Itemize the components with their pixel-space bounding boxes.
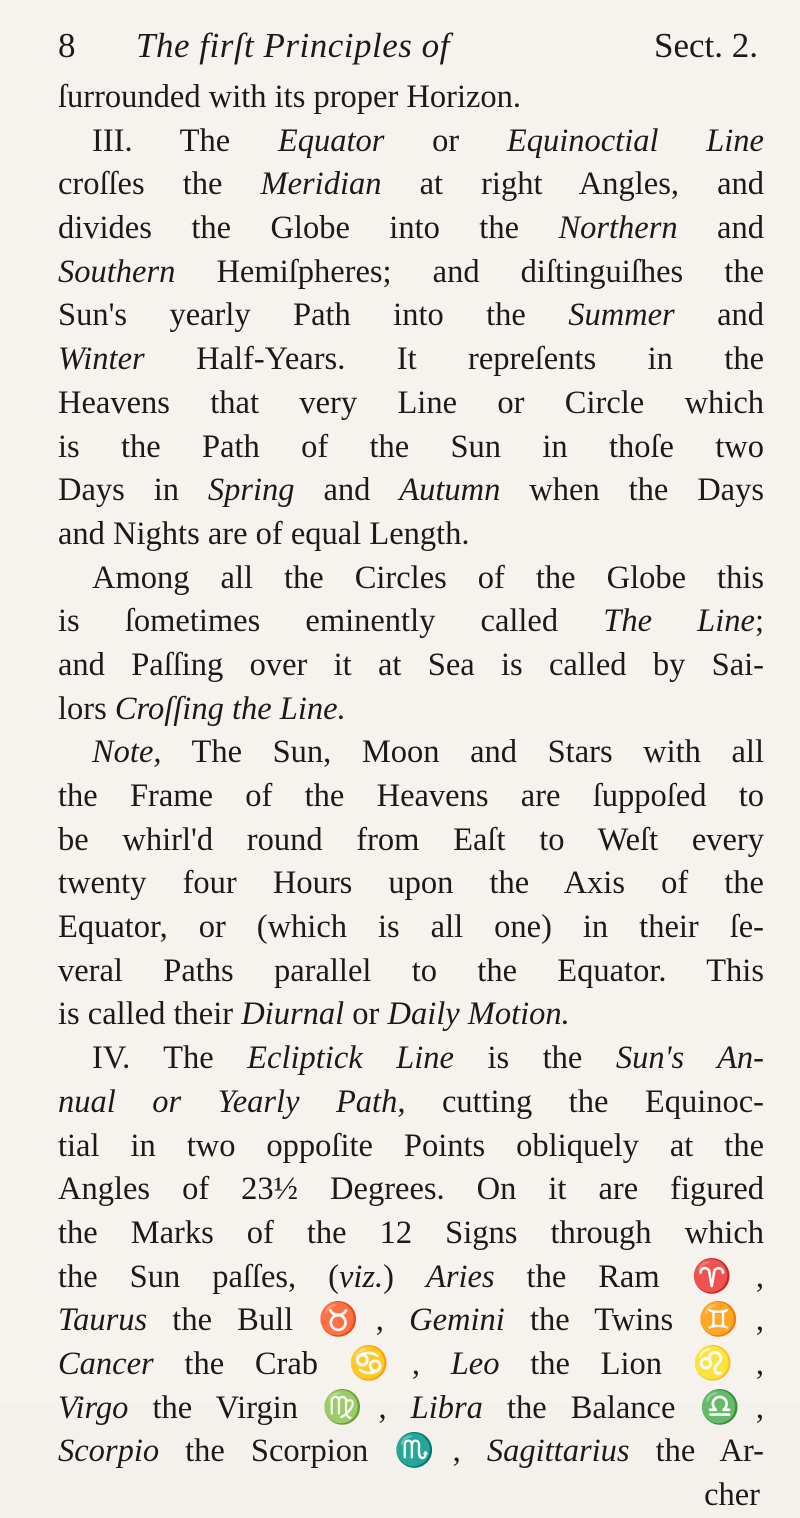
text-run: or (384, 122, 507, 159)
italic-text: Winter (58, 341, 145, 378)
text-line (58, 120, 764, 164)
text-line (58, 1387, 764, 1431)
italic-text: Note, (92, 734, 162, 771)
text-run: ) (383, 1258, 426, 1295)
text-run: is called their (58, 996, 242, 1033)
text-line (58, 76, 764, 120)
text-run: is ſometimes eminently called (58, 603, 604, 640)
text-line (58, 775, 764, 819)
text-run: the Marks of the 12 Signs through which (58, 1214, 764, 1251)
italic-text: viz. (338, 1258, 384, 1295)
text-run: the Ar- (629, 1433, 764, 1470)
italic-text: Equator (277, 122, 385, 159)
text-line (58, 1125, 764, 1169)
text-run: is the (453, 1040, 616, 1077)
text-run: veral Paths parallel to the Equator. This (58, 952, 764, 989)
text-line (58, 1037, 764, 1081)
text-line (58, 906, 764, 950)
text-run: and (674, 297, 764, 334)
text-run: cutting the Equinoc- (405, 1083, 764, 1120)
italic-text: Summer (568, 297, 675, 334)
italic-text: Meridian (260, 166, 382, 203)
catchword: cher (704, 1477, 760, 1513)
text-run: the Scorpion ♏, (159, 1433, 487, 1470)
italic-text: Autumn (399, 472, 501, 509)
running-title: The firſt Principles of (136, 26, 450, 65)
text-line (58, 513, 764, 557)
text-run: or (344, 996, 388, 1033)
text-run: twenty four Hours upon the Axis of the (58, 865, 764, 902)
italic-text: Scorpio (58, 1433, 160, 1470)
italic-text: Equinoctial Line (506, 122, 764, 159)
text-run: III. The (92, 122, 278, 159)
text-run: the Sun paſſes, ( (58, 1258, 339, 1295)
text-run: ; (754, 603, 764, 640)
text-line (58, 338, 764, 382)
text-line (58, 1256, 764, 1300)
italic-text: Taurus (58, 1302, 148, 1339)
text-line (58, 1081, 764, 1125)
text-line (58, 294, 764, 338)
italic-text: Leo (450, 1345, 500, 1382)
italic-text: Southern (58, 253, 176, 290)
text-run: the Twins ♊, (504, 1302, 764, 1339)
italic-text: nual or Yearly Path, (58, 1083, 406, 1120)
text-run: Sun's yearly Path into the (58, 297, 569, 334)
text-line (58, 1212, 764, 1256)
italic-text: Daily Motion. (387, 996, 570, 1033)
text-line (58, 644, 764, 688)
text-run: the Lion ♌, (499, 1345, 764, 1382)
text-line (58, 382, 764, 426)
italic-text: The Line (603, 603, 755, 640)
text-run: IV. The (92, 1040, 248, 1077)
text-line (58, 207, 764, 251)
text-line (58, 993, 764, 1037)
text-line (58, 163, 764, 207)
text-line (58, 950, 764, 994)
text-run: the Balance ♎, (482, 1389, 764, 1426)
text-run: at right Angles, and (381, 166, 764, 203)
text-run: Equator, or (which is all one) in their ſe- (58, 909, 764, 946)
italic-text: Virgo (58, 1389, 129, 1426)
text-run: the Frame of the Heavens are ſuppoſed to (58, 778, 764, 814)
text-line (58, 1430, 764, 1474)
text-run: The Sun, Moon and Stars with all (161, 734, 764, 771)
text-run: be whirl'd round from Eaſt to Weſt every (58, 821, 764, 858)
text-line (58, 1168, 764, 1212)
italic-text: Aries (425, 1258, 495, 1295)
text-line (58, 557, 764, 601)
text-run: when the Days (500, 472, 764, 509)
section-label: Sect. 2. (653, 26, 758, 65)
italic-text: Cancer (58, 1345, 154, 1382)
text-run: tial in two oppoſite Points obliquely at the (58, 1127, 764, 1164)
text-run: Half-Years. It repreſents in the (144, 341, 764, 378)
text-run: divides the Globe into the (58, 210, 559, 247)
text-run: and Nights are of equal Length. (58, 515, 470, 552)
italic-text: Northern (558, 210, 678, 247)
text-line (58, 469, 764, 513)
text-run: ſurrounded with its proper Horizon. (58, 79, 522, 115)
italic-text: Spring (207, 472, 295, 509)
text-run: croſſes the (58, 166, 261, 203)
text-line (58, 1299, 764, 1343)
text-run: and (677, 210, 764, 247)
text-run: Angles of 23½ Degrees. On it are figured (58, 1171, 764, 1208)
text-line (58, 688, 764, 732)
text-run: lors (58, 690, 115, 727)
text-line (58, 731, 764, 775)
running-header (58, 22, 758, 70)
text-line (58, 1343, 764, 1387)
text-run: Among all the Circles of the Globe this (92, 559, 764, 596)
text-line (58, 251, 764, 295)
text-line (58, 426, 764, 470)
italic-text: Croſſing the Line. (114, 690, 346, 727)
italic-text: Gemini (409, 1302, 505, 1339)
italic-text: Sun's An- (615, 1040, 765, 1077)
text-run: Hemiſpheres; and diſtinguiſhes the (175, 253, 764, 290)
text-run: and (294, 472, 400, 509)
text-run: the Ram ♈, (494, 1258, 764, 1295)
italic-text: Libra (410, 1389, 483, 1426)
text-run: Days in (58, 472, 208, 509)
text-run: the Virgin ♍, (128, 1389, 411, 1426)
text-line (58, 600, 764, 644)
text-run: is the Path of the Sun in thoſe two (58, 428, 764, 465)
body-text (58, 76, 764, 1518)
text-run: and Paſſing over it at Sea is called by Sai- (58, 646, 764, 683)
italic-text: Diurnal (241, 996, 345, 1033)
text-run: the Bull ♉, (147, 1302, 410, 1339)
text-line (58, 819, 764, 863)
italic-text: Sagittarius (486, 1433, 630, 1470)
text-line (58, 862, 764, 906)
text-run: Heavens that very Line or Circle which (58, 384, 764, 421)
page-number: 8 (58, 26, 76, 65)
italic-text: Ecliptick Line (247, 1040, 454, 1077)
text-run: the Crab ♋, (153, 1345, 451, 1382)
